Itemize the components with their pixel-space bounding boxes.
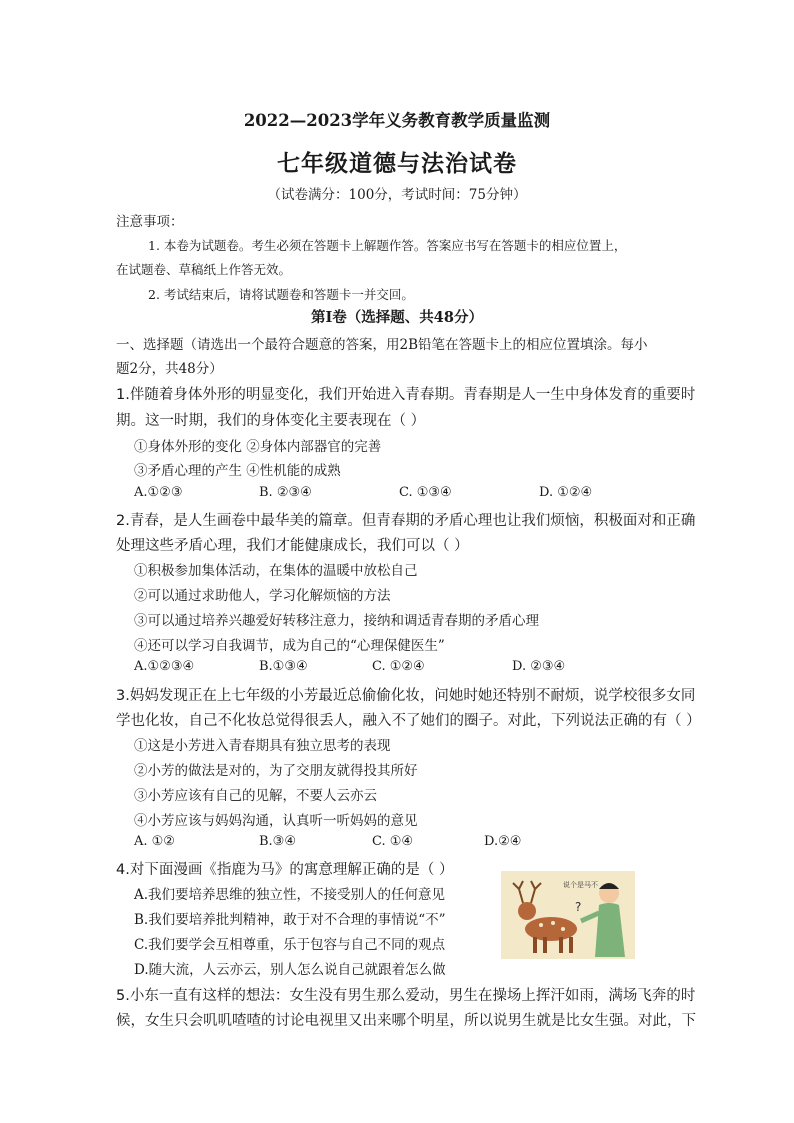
question-2-stem-2: 处理这些矛盾心理，我们才能健康成长，我们可以（ ） <box>116 538 469 554</box>
question-1-stem-1: 1.伴随着身体外形的明显变化，我们开始进入青春期。青春期是人一生中身体发育的重要时 <box>116 387 696 403</box>
question-1-choice-a: A.①②③ <box>134 485 183 500</box>
notice-item-1: 1. 本卷为试题卷。考生必须在答题卡上解题作答。答案应书写在答题卡的相应位置上， <box>148 238 627 253</box>
notice-item-2: 2. 考试结束后，请将试题卷和答题卡一并交回。 <box>148 287 414 302</box>
question-3-choice-c: C. ①④ <box>372 834 414 849</box>
question-3-item-1: ①这是小芳进入青春期具有独立思考的表现 <box>134 738 391 754</box>
question-4-stem-1: 4.对下面漫画《指鹿为马》的寓意理解正确的是（ ） <box>116 862 454 878</box>
question-1-stem-2: 期。这一时期，我们的身体变化主要表现在（ ） <box>116 413 426 429</box>
question-3-choice-b: B.③④ <box>259 834 296 849</box>
section-instruction-1: 一、选择题（请选出一个最符合题意的答案，用2B铅笔在答题卡上的相应位置填涂。每小 <box>116 337 648 353</box>
exam-title: 2022—2023学年义务教育教学质量监测 <box>243 111 551 130</box>
notice-heading: 注意事项： <box>116 214 184 230</box>
question-4-option-b: B.我们要培养批判精神，敢于对不合理的事情说“不” <box>134 912 446 928</box>
question-3-choice-a: A. ①② <box>134 834 175 849</box>
question-2-item-3: ③可以通过培养兴趣爱好转移注意力，接纳和调适青春期的矛盾心理 <box>134 613 539 629</box>
notice-item-1-cont: 在试题卷、草稿纸上作答无效。 <box>116 262 292 277</box>
section-instruction-2: 题2分，共48分） <box>116 361 223 377</box>
question-2-item-4: ④还可以学习自我调节，成为自己的“心理保健医生” <box>134 638 445 654</box>
question-2-choice-c: C. ①②④ <box>372 659 425 674</box>
question-2-choice-b: B.①③④ <box>259 659 308 674</box>
deer-leg <box>569 937 573 953</box>
deer-head <box>518 902 536 920</box>
exam-info: （试卷满分：100分，考试时间：75分钟） <box>267 187 527 203</box>
question-3-item-4: ④小芳应该与妈妈沟通，认真听一听妈妈的意见 <box>134 813 418 829</box>
question-1-item-1: ①身体外形的变化 ②身体内部器官的完善 <box>134 439 382 455</box>
question-1-choice-d: D. ①②④ <box>539 485 593 500</box>
deer-spot <box>539 923 543 927</box>
section-title: 第Ⅰ卷（选择题、共48分） <box>311 309 483 326</box>
question-3-item-3: ③小芳应该有自己的见解，不要人云亦云 <box>134 788 377 804</box>
deer-leg <box>559 937 563 953</box>
question-mark-icon: ? <box>575 900 582 914</box>
question-2-choice-d: D. ②③④ <box>512 659 566 674</box>
question-2-stem-1: 2.青春，是人生画卷中最华美的篇章。但青春期的矛盾心理也让我们烦恼，积极面对和正确 <box>116 513 696 529</box>
question-1-choice-b: B. ②③④ <box>259 485 312 500</box>
question-2-item-2: ②可以通过求助他人，学习化解烦恼的方法 <box>134 588 391 604</box>
deer-leg <box>533 937 537 953</box>
question-2-item-1: ①积极参加集体活动，在集体的温暖中放松自己 <box>134 563 418 579</box>
question-5-stem-1: 5.小东一直有这样的想法：女生没有男生那么爱动，男生在操场上挥汗如雨，满场飞奔的时 <box>116 988 696 1004</box>
deer-spot <box>551 921 555 925</box>
question-3-stem-1: 3.妈妈发现正在上七年级的小芳最近总偷偷化妆，问她时她还特别不耐烦，说学校很多女同 <box>116 688 696 704</box>
question-4-option-d: D.随大流，人云亦云，别人怎么说自己就跟着怎么做 <box>134 962 446 978</box>
question-3-choice-d: D.②④ <box>484 834 522 849</box>
exam-subtitle: 七年级道德与法治试卷 <box>277 150 517 177</box>
question-3-item-2: ②小芳的做法是对的，为了交朋友就得投其所好 <box>134 763 418 779</box>
deer-horse-cartoon-image <box>501 871 635 959</box>
question-5-stem-2: 候，女生只会叽叽喳喳的讨论电视里又出来哪个明星，所以说男生就是比女生强。对此，下 <box>116 1013 696 1029</box>
question-4-option-c: C.我们要学会互相尊重，乐于包容与自己不同的观点 <box>134 937 446 953</box>
question-3-stem-2: 学也化妆，自己不化妆总觉得很丢人，融入不了她们的圈子。对此，下列说法正确的有（ ） <box>116 713 701 729</box>
cartoon-speech-caption: 说个是马不 <box>563 881 598 889</box>
question-4-option-a: A.我们要培养思维的独立性，不接受别人的任何意见 <box>134 887 446 903</box>
question-1-choice-c: C. ①③④ <box>399 485 452 500</box>
deer-spot <box>561 927 565 931</box>
question-2-choice-a: A.①②③④ <box>134 659 195 674</box>
deer-leg <box>543 937 547 953</box>
question-1-item-2: ③矛盾心理的产生 ④性机能的成熟 <box>134 463 341 479</box>
